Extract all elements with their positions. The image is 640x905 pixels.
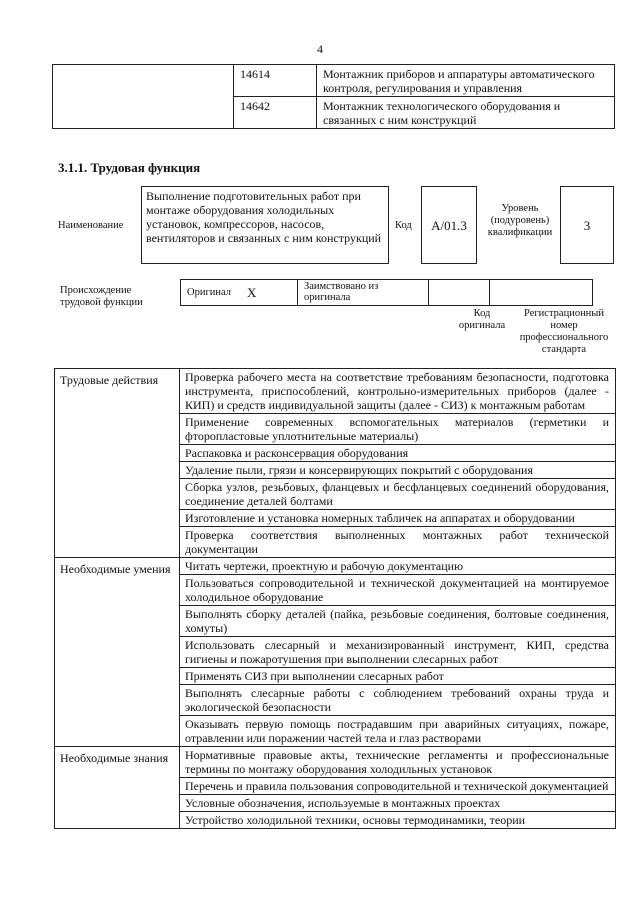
- category-required-knowledge: Необходимые знания: [55, 747, 180, 829]
- borrowed-label: Заимствовано из оригинала: [298, 280, 429, 306]
- table-cell-empty: [53, 65, 234, 129]
- name-label: Наименование: [58, 220, 124, 231]
- list-item: Распаковка и расконсервация оборудования: [180, 445, 616, 462]
- original-mark: X: [241, 280, 298, 306]
- page-number: 4: [317, 42, 323, 56]
- list-item: Перечень и правила пользования сопроводительной и технической документацией: [180, 778, 616, 795]
- table-row: [55, 747, 616, 778]
- list-item: Использовать слесарный и механизированный инструмент, КИП, средства гигиены и пожаротушения при выполнении слесарных работ: [180, 637, 616, 668]
- reg-number-cell: [490, 280, 593, 306]
- table-row: [181, 280, 593, 306]
- table-row: [55, 369, 616, 414]
- list-item: Оказывать первую помощь пострадавшим при аварийных ситуациях, пожаре, отравлении или поражении частей тела и глаз растворами: [180, 716, 616, 747]
- list-item: Выполнять сборку деталей (пайка, резьбовые соединения, болтовые соединения, хомуты): [180, 606, 616, 637]
- section-title: 3.1.1. Трудовая функция: [58, 160, 201, 175]
- category-required-skills: Необходимые умения: [55, 558, 180, 747]
- list-item: Выполнять слесарные работы с соблюдением требований охраны труда и экологической безопасности: [180, 685, 616, 716]
- list-item: Удаление пыли, грязи и консервирующих покрытий с оборудования: [180, 462, 616, 479]
- level-label: Уровень (подуровень) квалификации: [487, 203, 553, 238]
- table-row: [53, 65, 615, 97]
- code-original-label: Код оригинала: [458, 308, 506, 331]
- occupation-table: [52, 64, 615, 129]
- reg-number-label: Регистрационный номер профессионального стандарта: [519, 308, 609, 355]
- list-item: Устройство холодильной техники, основы термодинамики, теории: [180, 812, 616, 829]
- function-details-table: [54, 368, 616, 829]
- list-item: Условные обозначения, используемые в монтажных проектах: [180, 795, 616, 812]
- occupation-name: Монтажник приборов и аппаратуры автоматического контроля, регулирования и управления: [317, 65, 615, 97]
- list-item: Читать чертежи, проектную и рабочую документацию: [180, 558, 616, 575]
- list-item: Нормативные правовые акты, технические регламенты и профессиональные термины по монтажу оборудования холодильных установок: [180, 747, 616, 778]
- qualification-level: 3: [560, 186, 614, 264]
- table-row: [55, 558, 616, 575]
- function-name: Выполнение подготовительных работ при монтаже оборудования холодильных установок, компрессоров, насосов, вентиляторов и связанных с ним конструкций: [141, 186, 389, 264]
- occupation-code: 14614: [234, 65, 317, 97]
- code-original-cell: [429, 280, 490, 306]
- list-item: Проверка соответствия выполненных монтажных работ технической документации: [180, 527, 616, 558]
- function-code: A/01.3: [421, 186, 477, 264]
- list-item: Сборка узлов, резьбовых, фланцевых и бесфланцевых соединений оборудования, соединение деталей болтами: [180, 479, 616, 510]
- list-item: Проверка рабочего места на соответствие требованиям безопасности, подготовка инструмента, приспособлений, контрольно-измерительных приборов (далее - КИП) и средств индивидуальной защиты (далее - СИЗ) к монтажным работам: [180, 369, 616, 414]
- list-item: Изготовление и установка номерных табличек на аппаратах и оборудовании: [180, 510, 616, 527]
- code-label: Код: [395, 220, 412, 231]
- origin-label: Происхождение трудовой функции: [60, 285, 143, 308]
- list-item: Применять СИЗ при выполнении слесарных работ: [180, 668, 616, 685]
- original-label: Оригинал: [181, 280, 242, 306]
- list-item: Пользоваться сопроводительной и технической документацией на монтируемое холодильное оборудование: [180, 575, 616, 606]
- origin-table: [180, 279, 593, 306]
- category-labor-actions: Трудовые действия: [55, 369, 180, 558]
- list-item: Применение современных вспомогательных материалов (герметики и фторопластовые уплотнительные материалы): [180, 414, 616, 445]
- occupation-code: 14642: [234, 97, 317, 129]
- occupation-name: Монтажник технологического оборудования и связанных с ним конструкций: [317, 97, 615, 129]
